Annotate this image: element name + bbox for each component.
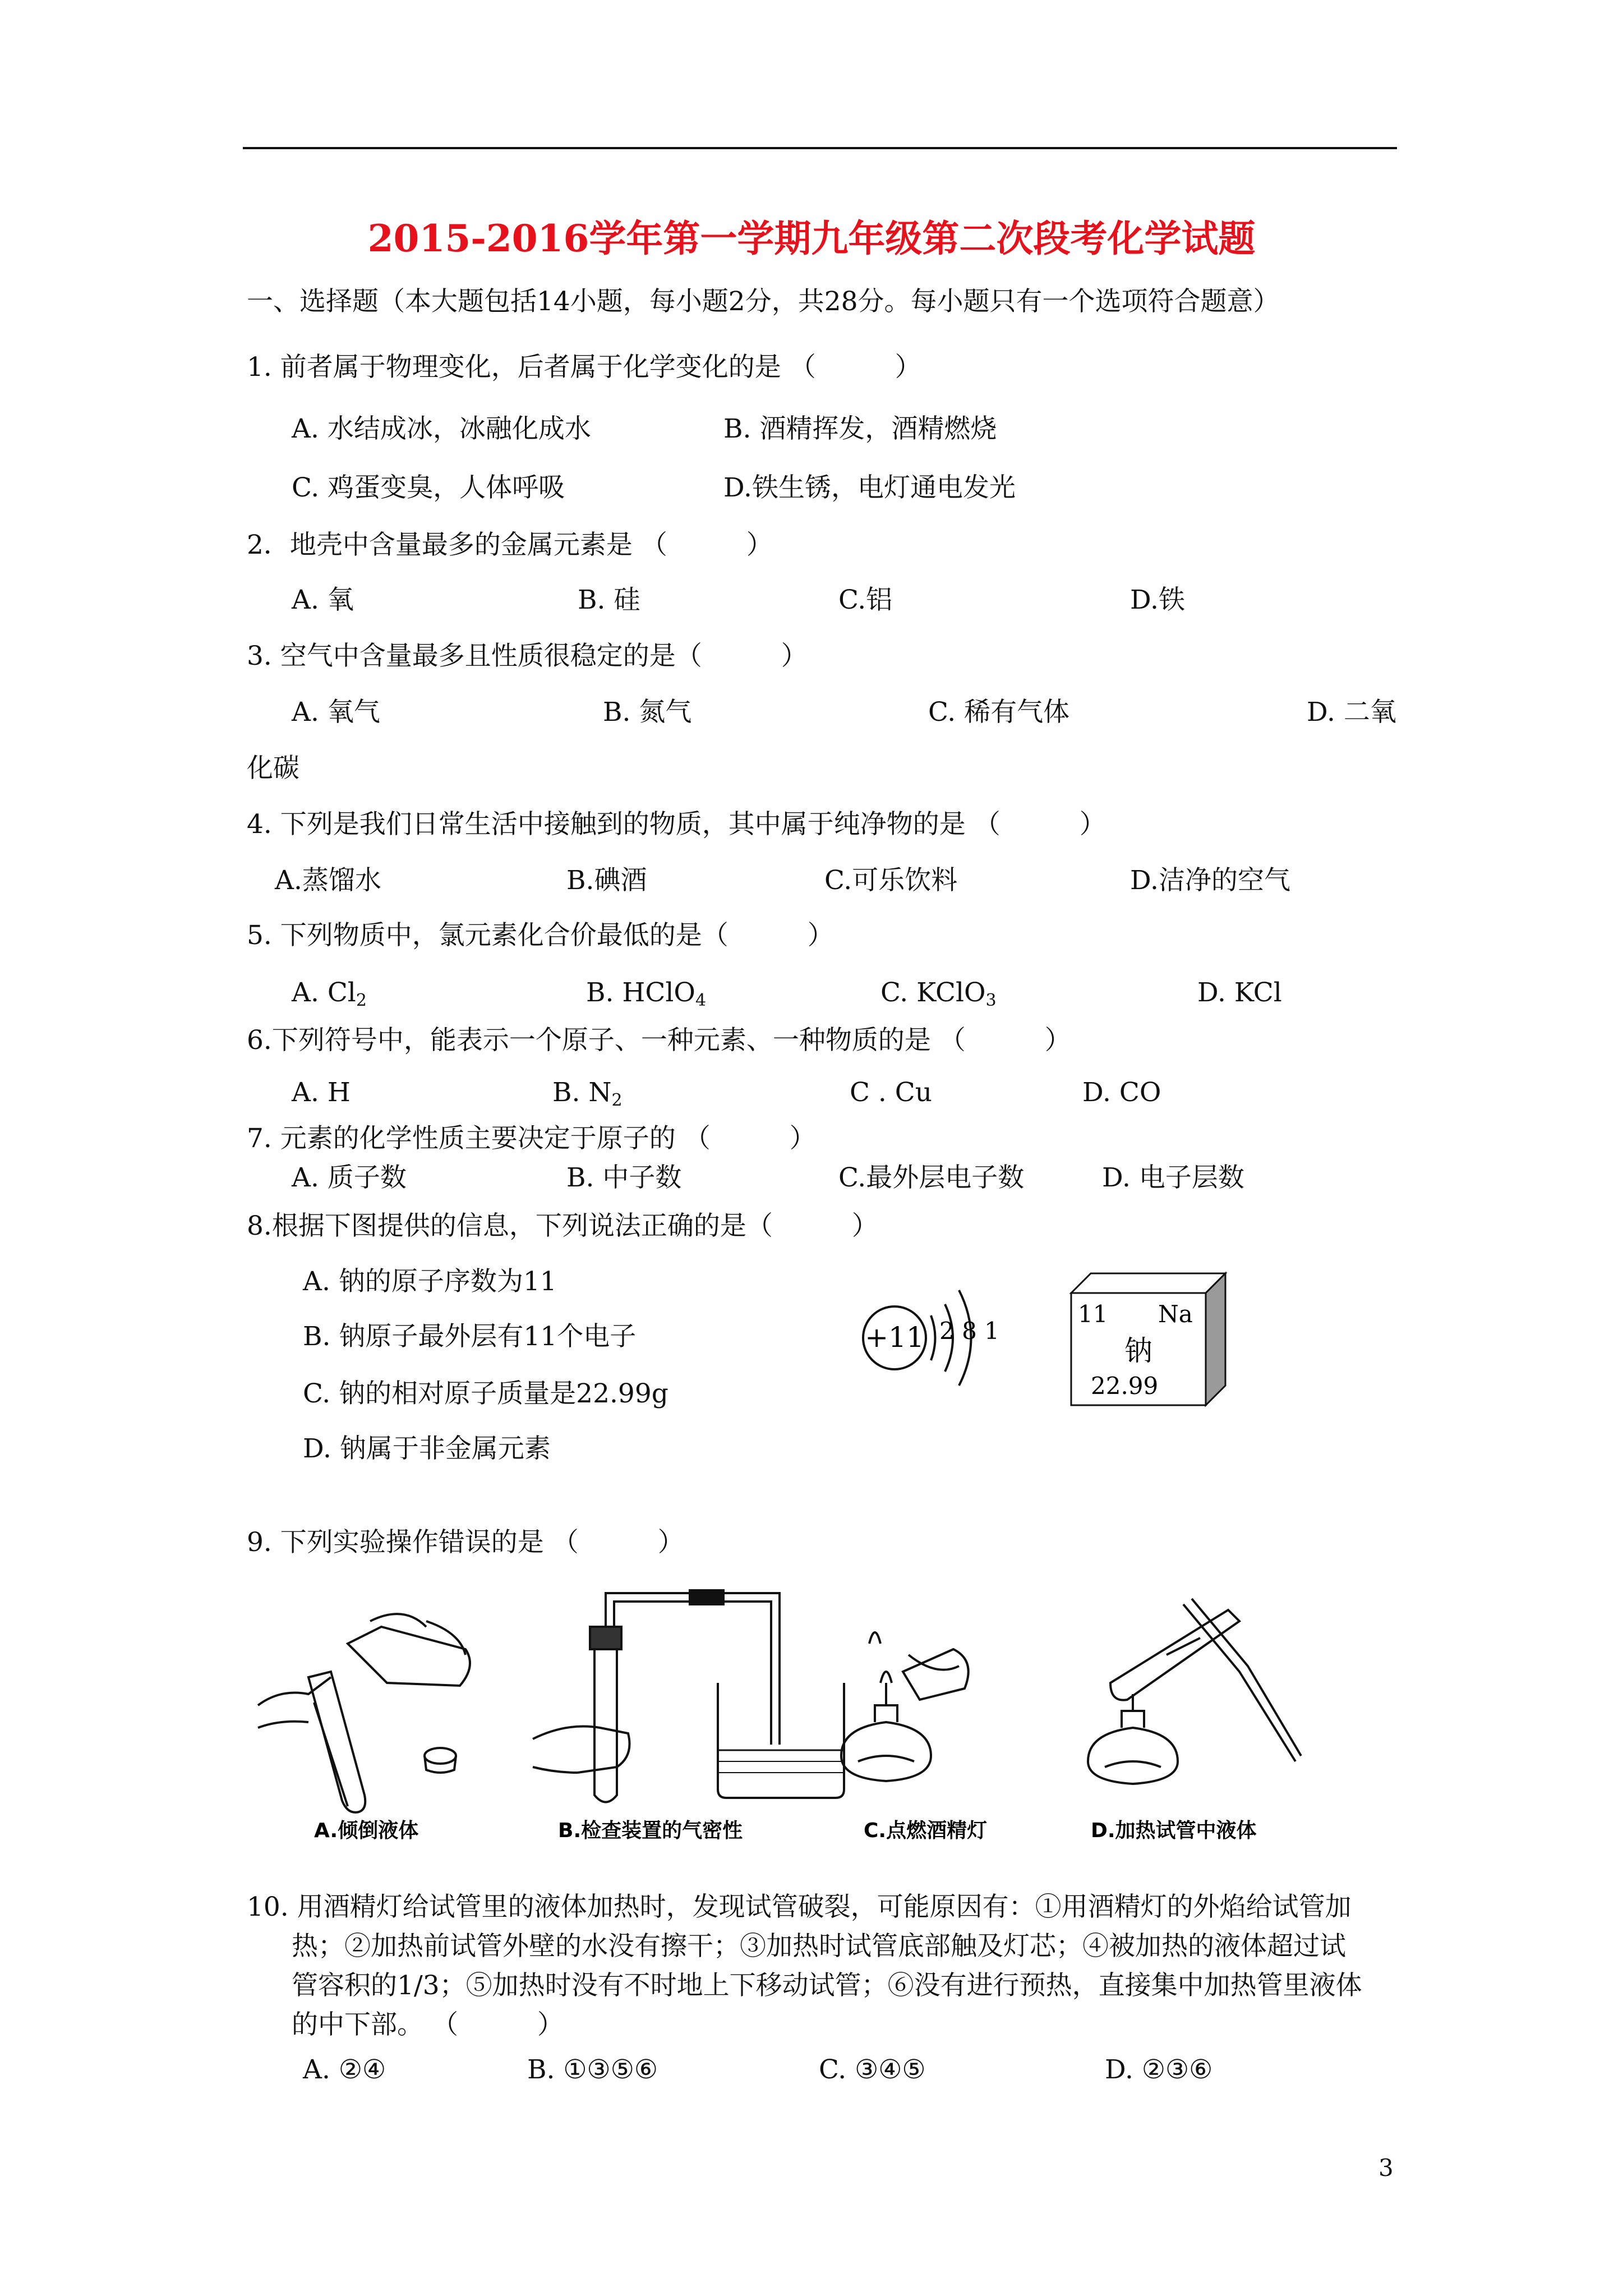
question-9-stem: 9. 下列实验操作错误的是 （ ） [247, 1527, 684, 1558]
q5-option-c: C. KClO$_3$ [880, 977, 997, 1010]
q5-option-d: D. KCl [1197, 977, 1282, 1008]
q3-option-a: A. 氧气 [292, 697, 380, 728]
q8-option-a: A. 钠的原子序数为11 [303, 1266, 557, 1297]
q5-option-a: A. $Cl_2$ [292, 977, 367, 1010]
q10-option-a: A. ②④ [303, 2054, 386, 2085]
q3-option-c: C. 稀有气体 [928, 697, 1070, 728]
section-header: 一、选择题（本大题包括14小题，每小题2分，共28分。每小题只有一个选项符合题意） [247, 286, 1280, 317]
q5-option-b: B. HClO$_4$ [586, 977, 707, 1010]
question-10-stem-line-2: 热；②加热前试管外壁的水没有擦干；③加热时试管底部触及灯芯；④被加热的液体超过试 [292, 1931, 1346, 1962]
page-title: 2015-2016学年第一学期九年级第二次段考化学试题 [367, 217, 1256, 260]
q4-option-d: D.洁净的空气 [1130, 865, 1290, 896]
element-number: 11 [1078, 1300, 1108, 1328]
q2-option-b: B. 硅 [578, 585, 640, 615]
element-name: 钠 [1124, 1335, 1152, 1367]
question-10-stem-line-3: 管容积的1/3；⑤加热时没有不时地上下移动试管；⑥没有进行预热，直接集中加热管里液体 [292, 1970, 1362, 2001]
q1-option-d: D.铁生锈，电灯通电发光 [723, 472, 1016, 503]
q4-option-a: A.蒸馏水 [275, 865, 381, 896]
q2-option-a: A. 氧 [292, 585, 354, 615]
question-4-stem: 4. 下列是我们日常生活中接触到的物质，其中属于纯净物的是 （ ） [247, 809, 1106, 840]
q6-option-b: B. $N_2$ [552, 1077, 623, 1110]
question-2-stem: 2．地壳中含量最多的金属元素是 （ ） [247, 530, 773, 560]
element-symbol: Na [1158, 1300, 1193, 1328]
figure-caption-a: A.倾倒液体 [314, 1819, 419, 1842]
q8-option-d: D. 钠属于非金属元素 [303, 1433, 551, 1464]
q1-option-c: C. 鸡蛋变臭，人体呼吸 [292, 472, 565, 503]
q7-option-a: A. 质子数 [292, 1162, 407, 1193]
question-8-stem: 8.根据下图提供的信息，下列说法正确的是（ ） [247, 1211, 878, 1241]
q10-option-b: B. ①③⑤⑥ [527, 2054, 658, 2085]
q1-option-b: B. 酒精挥发，酒精燃烧 [723, 413, 997, 444]
q2-option-c: C.铝 [838, 585, 893, 615]
q6-option-d: D. CO [1082, 1077, 1161, 1108]
q6-option-a: A. H [292, 1077, 351, 1108]
question-6-stem: 6.下列符号中，能表示一个原子、一种元素、一种物质的是 （ ） [247, 1025, 1071, 1056]
nucleus-charge: +11 [865, 1321, 924, 1354]
element-mass: 22.99 [1091, 1372, 1159, 1400]
q10-option-d: D. ②③⑥ [1105, 2054, 1213, 2085]
q3-option-d-continued: 化碳 [247, 753, 299, 784]
top-rule [243, 147, 1397, 149]
q6-option-c: C . Cu [850, 1077, 933, 1108]
sodium-element-tile [1066, 1271, 1245, 1411]
q7-option-c: C.最外层电子数 [838, 1162, 1025, 1193]
question-3-stem: 3. 空气中含量最多且性质很稳定的是（ ） [247, 641, 808, 671]
lighting-alcohol-lamp-illustration [841, 1632, 969, 1781]
airtightness-check-illustration [533, 1590, 844, 1802]
q3-option-b: B. 氮气 [603, 697, 692, 728]
pouring-liquid-illustration [258, 1614, 470, 1812]
figure-caption-c: C.点燃酒精灯 [864, 1819, 988, 1842]
question-1-stem: 1. 前者属于物理变化，后者属于化学变化的是 （ ） [247, 352, 921, 383]
q3-option-d: D. 二氧 [1307, 697, 1396, 728]
question-10-stem-line-1: 10. 用酒精灯给试管里的液体加热时，发现试管破裂，可能原因有：①用酒精灯的外焰给试管加 [247, 1892, 1352, 1922]
question-5-stem: 5. 下列物质中，氯元素化合价最低的是（ ） [247, 920, 834, 951]
electron-shell-counts: 2 8 1 [939, 1317, 999, 1345]
q7-option-d: D. 电子层数 [1102, 1162, 1244, 1193]
q1-option-a: A. 水结成冰，冰融化成水 [292, 413, 591, 444]
question-7-stem: 7. 元素的化学性质主要决定于原子的 （ ） [247, 1123, 816, 1154]
q8-option-c: C. 钠的相对原子质量是22.99g [303, 1378, 668, 1409]
page-number: 3 [1378, 2154, 1394, 2182]
q7-option-b: B. 中子数 [566, 1162, 682, 1193]
q4-option-c: C.可乐饮料 [824, 865, 958, 896]
lab-operations-figure [247, 1588, 1385, 1846]
q10-option-c: C. ③④⑤ [819, 2054, 926, 2085]
sodium-atom-structure-diagram [855, 1273, 1040, 1402]
q8-option-b: B. 钠原子最外层有11个电子 [303, 1321, 637, 1352]
heating-test-tube-illustration [1088, 1599, 1301, 1784]
q2-option-d: D.铁 [1130, 585, 1185, 615]
q4-option-b: B.碘酒 [566, 865, 647, 896]
figure-caption-d: D.加热试管中液体 [1091, 1819, 1257, 1842]
question-10-stem-line-4: 的中下部。 （ ） [292, 2009, 564, 2040]
figure-caption-b: B.检查装置的气密性 [558, 1819, 743, 1842]
